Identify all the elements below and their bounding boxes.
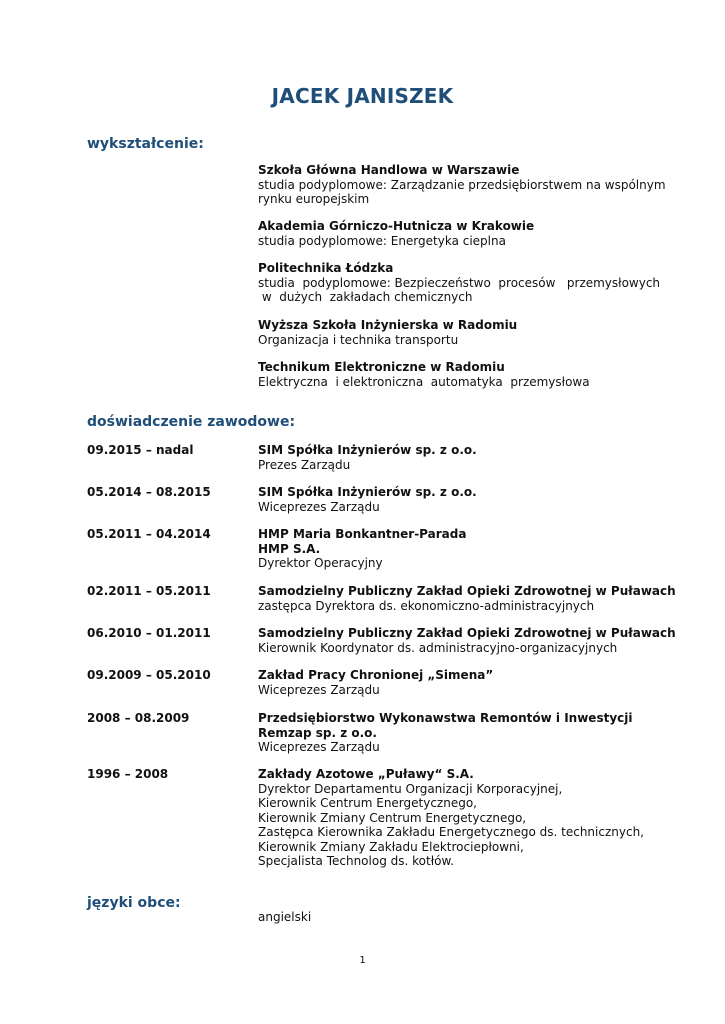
job-role: Prezes Zarządu <box>258 457 351 472</box>
experience-entry <box>258 711 658 755</box>
employer-name: Samodzielny Publiczny Zakład Opieki Zdrowotnej w Puławach <box>258 584 676 598</box>
job-role: Dyrektor Operacyjny <box>258 556 383 570</box>
entry-detail: studia podyplomowe: Bezpieczeństwo procesów przemysłowych <box>258 275 661 290</box>
experience-entry <box>258 443 658 472</box>
experience-entry <box>258 485 658 514</box>
education-entry <box>258 163 666 207</box>
education-entry <box>258 360 658 389</box>
page-number: 1 <box>359 955 366 966</box>
school-name: Wyższa Szkoła Inżynierska w Radomiu <box>258 318 518 332</box>
experience-entry <box>258 626 676 655</box>
language-item: angielski <box>258 910 312 924</box>
employer-name: SIM Spółka Inżynierów sp. z o.o. <box>258 443 477 457</box>
job-date: 05.2011 – 04.2014 <box>87 527 211 541</box>
job-role: Kierownik Centrum Energetycznego, <box>258 796 477 810</box>
job-role: zastępca Dyrektora ds. ekonomiczno-administracyjnych <box>258 598 595 613</box>
section-heading-education: wykształcenie: <box>87 136 204 152</box>
education-entry <box>258 219 658 248</box>
job-date: 05.2014 – 08.2015 <box>87 485 211 499</box>
entry-detail: Elektryczna i elektroniczna automatyka przemysłowa <box>258 374 590 389</box>
employer-name: HMP S.A. <box>258 541 321 556</box>
experience-entry <box>258 767 658 869</box>
job-date: 06.2010 – 01.2011 <box>87 626 211 640</box>
job-date: 09.2015 – nadal <box>87 443 194 457</box>
employer-name: Samodzielny Publiczny Zakład Opieki Zdrowotnej w Puławach <box>258 626 676 640</box>
experience-entry <box>258 668 658 697</box>
job-role: Wiceprezes Zarządu <box>258 499 380 514</box>
school-name: Technikum Elektroniczne w Radomiu <box>258 360 505 374</box>
school-name: Politechnika Łódzka <box>258 261 394 275</box>
languages-list <box>258 910 658 925</box>
employer-name: HMP Maria Bonkantner-Parada <box>258 527 467 541</box>
employer-name: Przedsiębiorstwo Wykonawstwa Remontów i Inwestycji <box>258 711 633 725</box>
job-role: Kierownik Koordynator ds. administracyjno-organizacyjnych <box>258 640 618 655</box>
job-role: Kierownik Zmiany Zakładu Elektrociepłowni, <box>258 839 524 854</box>
school-name: Szkoła Główna Handlowa w Warszawie <box>258 163 520 177</box>
job-date: 02.2011 – 05.2011 <box>87 584 211 598</box>
experience-entry <box>258 527 658 571</box>
school-name: Akademia Górniczo-Hutnicza w Krakowie <box>258 219 535 233</box>
education-entry <box>258 261 661 305</box>
entry-detail: studia podyplomowe: Zarządzanie przedsiębiorstwem na wspólnym <box>258 177 666 192</box>
job-date: 09.2009 – 05.2010 <box>87 668 211 682</box>
employer-name: SIM Spółka Inżynierów sp. z o.o. <box>258 485 477 499</box>
job-date: 2008 – 08.2009 <box>87 711 190 725</box>
employer-name: Remzap sp. z o.o. <box>258 725 377 740</box>
person-name: JACEK JANISZEK <box>271 84 454 108</box>
job-role: Wiceprezes Zarządu <box>258 682 380 697</box>
employer-name: Zakłady Azotowe „Puławy“ S.A. <box>258 767 474 781</box>
employer-name: Zakład Pracy Chronionej „Simena” <box>258 668 494 682</box>
job-role: Wiceprezes Zarządu <box>258 740 380 754</box>
education-entry <box>258 318 658 347</box>
entry-detail: w dużych zakładach chemicznych <box>258 290 473 304</box>
job-role: Specjalista Technolog ds. kotłów. <box>258 854 454 868</box>
job-date: 1996 – 2008 <box>87 767 169 781</box>
experience-entry <box>258 584 676 613</box>
entry-detail: studia podyplomowe: Energetyka cieplna <box>258 233 506 248</box>
job-role: Zastępca Kierownika Zakładu Energetycznego ds. technicznych, <box>258 825 644 839</box>
section-heading-languages: języki obce: <box>87 895 181 911</box>
entry-detail: Organizacja i technika transportu <box>258 332 459 347</box>
section-heading-experience: doświadczenie zawodowe: <box>87 414 296 430</box>
entry-detail: rynku europejskim <box>258 192 370 206</box>
job-role: Kierownik Zmiany Centrum Energetycznego, <box>258 810 527 825</box>
job-role: Dyrektor Departamentu Organizacji Korporacyjnej, <box>258 781 563 796</box>
